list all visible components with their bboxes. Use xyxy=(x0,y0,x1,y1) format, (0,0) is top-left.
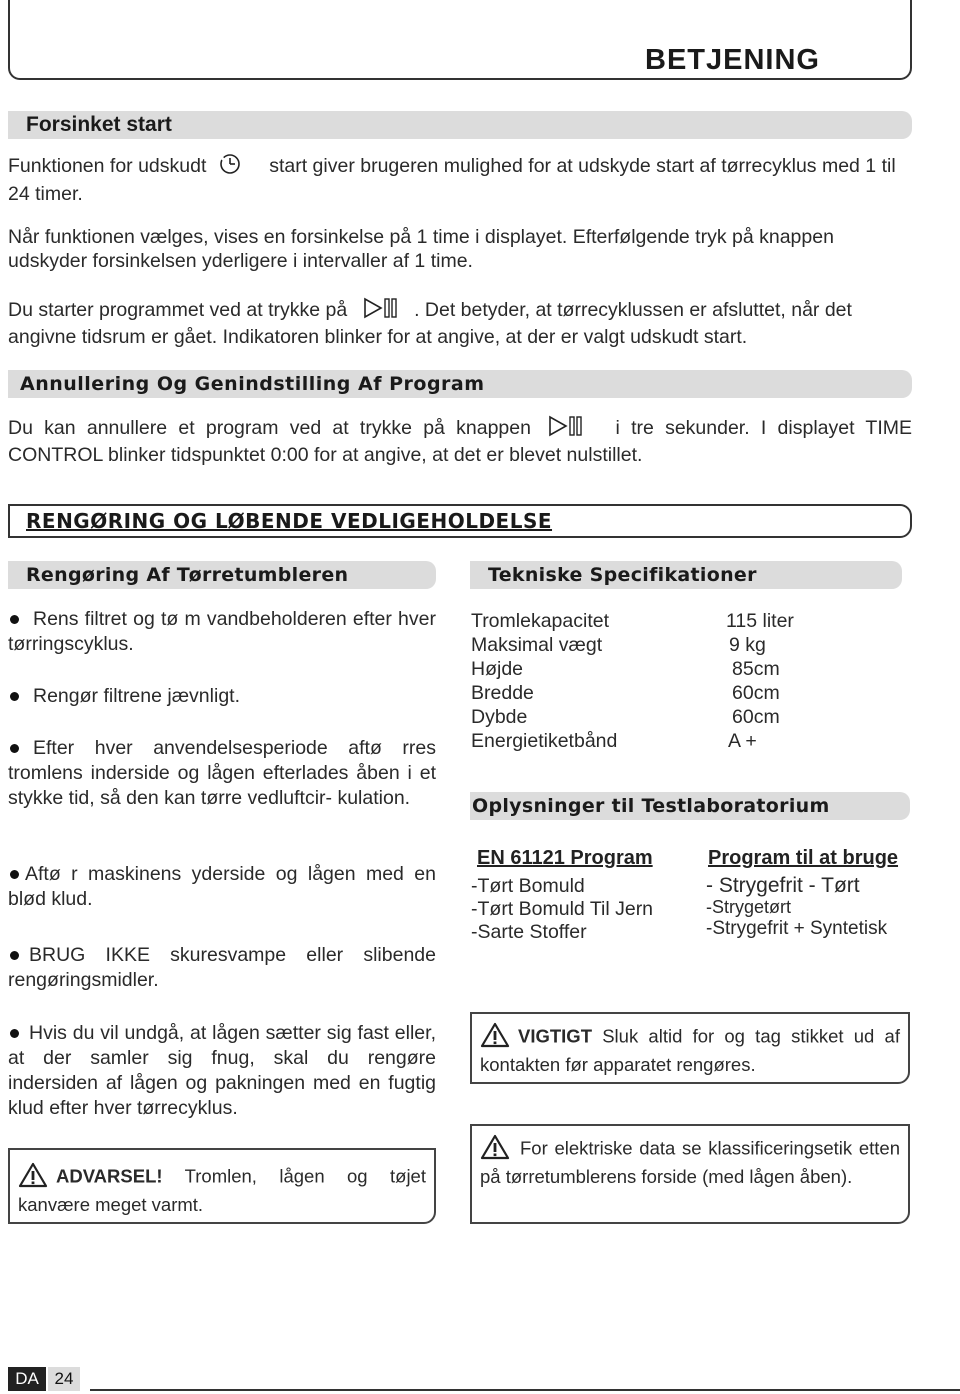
section-heading-delayed-start: Forsinket start xyxy=(8,111,912,139)
important-text: Sluk altid for og tag stikket ud af kontakten før apparatet rengøres. xyxy=(480,1025,900,1075)
start-pause-icon xyxy=(363,297,405,325)
bullet-icon xyxy=(10,692,19,701)
cancel-text-b: i tre sekunder. I displayet TIME CONTROL blinker tidspunktet 0:00 for at angive, at det er blevet nulstillet. xyxy=(8,417,912,466)
spec-value: 60cm xyxy=(732,682,780,704)
bullet-icon xyxy=(10,951,19,960)
warning-box-hot xyxy=(8,1148,436,1224)
electrical-box xyxy=(470,1124,910,1224)
cleaning-bullet-5: BRUG IKKE skuresvampe eller slibende rengøringsmidler. xyxy=(8,944,436,991)
warning-triangle-icon xyxy=(480,1022,510,1053)
bullet-icon xyxy=(10,870,19,879)
spec-label: Højde xyxy=(471,658,524,680)
clock-delay-icon xyxy=(218,152,242,182)
lab-col1-header: EN 61121 Program xyxy=(477,847,653,869)
language-badge: DA xyxy=(8,1367,46,1391)
lab-program-use: - Strygefrit - Tørt xyxy=(706,874,860,897)
bullet-icon xyxy=(10,615,19,624)
section-heading-lab: Oplysninger til Testlaboratorium xyxy=(470,792,910,820)
electrical-text: For elektriske data se klassificeringsetik etten på tørretumblerens forside (med lågen åben). xyxy=(480,1137,900,1187)
lab-program-use: -Strygefrit + Syntetisk xyxy=(706,918,888,939)
section-heading-cancel: Annullering Og Genindstilling Af Program xyxy=(8,370,912,398)
spec-label: Tromlekapacitet xyxy=(471,610,609,632)
lab-col1-list xyxy=(471,875,701,944)
delayed-start-paragraph-3 xyxy=(8,297,912,349)
lab-program: -Tørt Bomuld Til Jern xyxy=(471,898,654,920)
spec-label: Dybde xyxy=(471,706,528,728)
start-pause-icon xyxy=(548,415,590,443)
specs-labels xyxy=(471,609,721,753)
warning-triangle-icon xyxy=(18,1162,48,1193)
warning-triangle-icon xyxy=(480,1134,510,1165)
bullet-icon xyxy=(10,1029,19,1038)
lab-col2-list xyxy=(706,873,956,942)
section-heading-cleaning: Rengøring Af Tørretumbleren xyxy=(8,561,436,589)
cleaning-bullet-4: Aftø r maskinens yderside og lågen med en blød klud. xyxy=(8,863,436,910)
footer-rule xyxy=(90,1389,960,1391)
lab-program: -Tørt Bomuld xyxy=(471,875,585,897)
cancel-text-a: Du kan annullere et program ved at trykke på knappen xyxy=(8,417,531,440)
important-box xyxy=(470,1012,910,1084)
spec-value: 85cm xyxy=(732,658,780,680)
section-heading-specs: Tekniske Specifikationer xyxy=(470,561,902,589)
delayed-start-text-b: start giver brugeren mulighed for at udskyde start af tørrecyklus med 1 til 24 timer. xyxy=(8,155,896,205)
specs-values xyxy=(726,609,896,753)
spec-value: A + xyxy=(728,730,757,752)
cleaning-bullet-6: Hvis du vil undgå, at lågen sætter sig fast eller, at der samler sig fnug, skal du rengøre indersiden af lågen og pakningen med en fugtig klud efter hver tørrecyklus. xyxy=(8,1022,436,1119)
cleaning-bullet-3: Efter hver anvendelsesperiode aftø rres tromlens inderside og lågen efterlades åben i et stykke tid, så den kan tørre vedluftcir- kulation. xyxy=(8,737,436,809)
delayed-start-p3-text-b: . Det betyder, at tørrecyklussen er afsluttet, når det angivne tidsrum er gået. Indikatoren blinker for at angive, at der er valgt udskudt start. xyxy=(8,299,852,348)
lab-program: -Sarte Stoffer xyxy=(471,921,587,943)
spec-label: Bredde xyxy=(471,682,534,704)
spec-label: Energietiketbånd xyxy=(471,730,618,752)
page-number: 24 xyxy=(48,1367,80,1391)
spec-value: 9 kg xyxy=(729,634,766,656)
cleaning-bullet-2: Rengør filtrene jævnligt. xyxy=(8,684,436,709)
cleaning-bullet-1: Rens filtret og tø m vandbeholderen efter hver tørringscyklus. xyxy=(8,608,436,655)
delayed-start-p3-text-a: Du starter programmet ved at trykke på xyxy=(8,299,348,322)
delayed-start-paragraph-2: Når funktionen vælges, vises en forsinkelse på 1 time i displayet. Efterfølgende tryk på knappen udskyder forsinkelsen yderligere i intervaller af 1 time. xyxy=(8,226,834,272)
delayed-start-paragraph-1 xyxy=(8,152,912,206)
important-label: VIGTIGT xyxy=(518,1025,592,1047)
delayed-start-text-a: Funktionen for udskudt xyxy=(8,155,207,178)
cancel-paragraph xyxy=(8,415,912,467)
section-heading-maintenance: RENGØRING OG LØBENDE VEDLIGEHOLDELSE xyxy=(8,504,912,538)
spec-value: 60cm xyxy=(732,706,780,728)
spec-label: Maksimal vægt xyxy=(471,634,603,656)
warning-label: ADVARSEL! xyxy=(56,1165,163,1187)
page-title: BETJENING xyxy=(645,44,820,76)
bullet-icon xyxy=(10,744,19,753)
spec-value: 115 liter xyxy=(726,610,794,632)
lab-program-use: -Strygetørt xyxy=(706,897,792,917)
warning-text: Tromlen, lågen og tøjet kanvære meget varmt. xyxy=(18,1165,426,1215)
lab-col2-header: Program til at bruge xyxy=(708,847,899,869)
